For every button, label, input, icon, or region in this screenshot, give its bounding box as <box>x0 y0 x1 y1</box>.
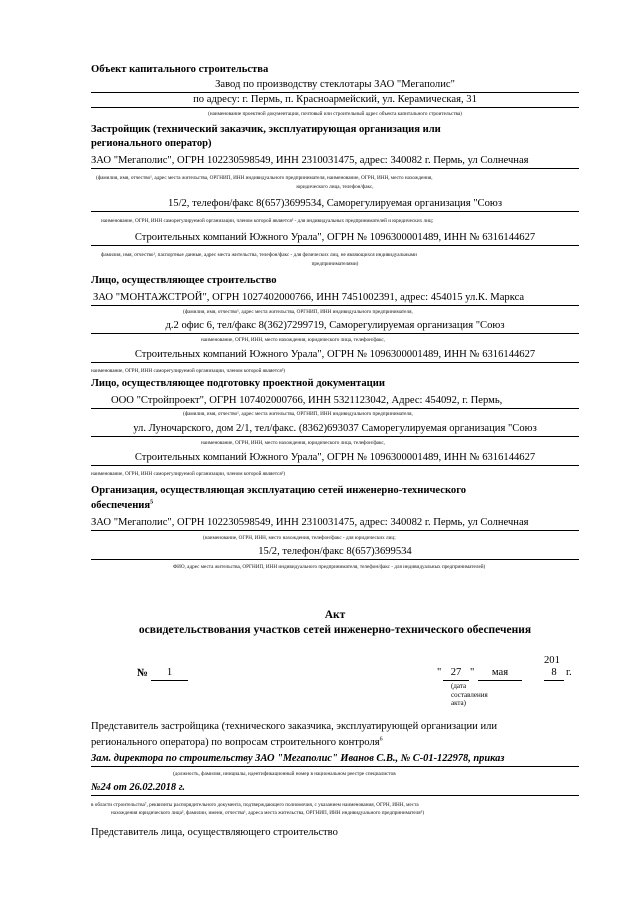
developer-line-1: ЗАО "Мегаполис", ОГРН 102230598549, ИНН 2310031475, адрес: 340082 г. Пермь, ул Солнечная <box>91 155 529 166</box>
object-address: по адресу: г. Пермь, п. Красноармейский, ул. Керамическая, 31 <box>193 94 477 105</box>
underline <box>91 305 579 306</box>
builder-line-3: Строительных компаний Южного Урала", ОГРН № 1096300001489, ИНН № 6316144627 <box>134 349 536 360</box>
underline <box>91 362 579 363</box>
act-year-prefix: 201 <box>544 655 560 666</box>
underline <box>91 168 579 169</box>
designer-note-3: наименование, ОГРН, ИНН саморегулируемой организации, членом которой является²) <box>91 471 286 477</box>
developer-note-1a: (фамилия, имя, отчество¹, адрес места жительства, ОРГНИП, ИНН индивидуального предпринимателя, наименование, ОГРН, ИНН, место нахождения, <box>96 175 433 181</box>
operator-note-1: (наименование, ОГРН, ИНН, место нахождения, телефон/факс - для юридических лиц; <box>203 535 396 541</box>
designer-line-3: Строительных компаний Южного Урала", ОГРН № 1096300001489, ИНН № 6316144627 <box>134 452 536 463</box>
developer-heading-2: регионального оператор) <box>91 138 212 149</box>
act-month: мая <box>491 667 509 678</box>
underline <box>91 559 579 560</box>
quote-open: " <box>437 667 442 678</box>
underline <box>91 795 579 796</box>
builder-heading: Лицо, осуществляющее строительство <box>91 275 277 286</box>
underline <box>91 766 579 767</box>
underline <box>443 680 469 681</box>
act-day: 27 <box>450 667 462 678</box>
developer-line-2: 15/2, телефон/факс 8(657)3699534, Саморегулируемая организация "Союз <box>167 198 503 209</box>
designer-heading: Лицо, осуществляющее подготовку проектной документации <box>91 378 385 389</box>
operator-line-1: ЗАО "Мегаполис", ОГРН 102230598549, ИНН 2310031475, адрес: 340082 г. Пермь, ул Солнечная <box>91 517 529 528</box>
rep-developer-text-2: регионального оператора) по вопросам строительного контроля$^6$ <box>91 736 383 748</box>
builder-note-1: (фамилия, имя, отчество¹, адрес места жительства, ОРГНИП, ИНН индивидуального предпринимателя, <box>183 309 413 315</box>
developer-note-2: наименование, ОГРН, ИНН саморегулируемой организации, членом которой является² - для индивидуальных предпринимателей и юридических лиц; <box>101 218 434 224</box>
operator-line-2: 15/2, телефон/факс 8(657)3699534 <box>258 546 412 557</box>
underline <box>91 92 579 93</box>
designer-note-1: (фамилия, имя, отчество¹, адрес места жительства, ОРГНИП, ИНН индивидуального предпринимателя, <box>183 411 413 417</box>
object-note: (наименование проектной документации, почтовый или строительный адрес объекта капитального строительства) <box>208 111 462 117</box>
operator-heading-2: обеспечения$^5$ <box>91 499 154 511</box>
builder-line-2: д.2 офис 6, тел/факс 8(362)7299719, Саморегулируемая организация "Союз <box>165 320 505 331</box>
underline <box>91 436 579 437</box>
designer-line-1: ООО "Стройпроект", ОГРН 107402000766, ИНН 5321123042, Адрес: 454092, г. Пермь, <box>111 395 503 406</box>
act-title: Акт <box>324 609 346 621</box>
designer-line-2: ул. Луночарского, дом 2/1, тел/факс. (8362)693037 Саморегулируемая организация "Союз <box>133 423 537 434</box>
underline <box>151 680 188 681</box>
operator-note-2: ФИО, адрес места жительства, ОРГНИП, ИНН индивидуального предпринимателя, телефон/факс - для индивидуальных предпринимателей) <box>173 564 486 570</box>
act-date-note: (дата составления акта) <box>451 682 488 707</box>
underline <box>91 408 579 409</box>
developer-note-3b: предпринимателями) <box>311 261 359 267</box>
developer-line-3: Строительных компаний Южного Урала", ОГРН № 1096300001489, ИНН № 6316144627 <box>134 232 536 243</box>
object-name: Завод по производству стеклотары ЗАО "Мегаполис" <box>215 79 455 90</box>
developer-note-1b: юридического лица, телефон/факс, <box>296 184 374 190</box>
act-subtitle: освидетельствования участков сетей инженерно-технического обеспечения <box>138 624 532 636</box>
underline <box>91 530 579 531</box>
underline <box>91 245 579 246</box>
developer-heading-1: Застройщик (технический заказчик, эксплуатирующая организация или <box>91 124 441 135</box>
rep-developer-note-2b: нахождения юридического лица², фамилии, имени, отчества¹, адреса места жительства, ОРГНИП, ИНН индивидуального предпринимателя⁵) <box>111 810 425 816</box>
operator-heading-1: Организация, осуществляющая эксплуатацию сетей инженерно-технического <box>91 485 467 496</box>
act-year-suffix: 8 <box>551 667 557 678</box>
quote-close: " <box>470 667 475 678</box>
rep-developer-note-2a: в области строительства⁷, реквизиты распорядительного документа, подтверждающего полномочия, с указанием наименования, ОГРН, ИНН, места <box>91 802 419 808</box>
rep-developer-value-2: №24 от 26.02.2018 г. <box>91 782 186 793</box>
act-year-unit: г. <box>566 667 572 678</box>
underline <box>91 333 579 334</box>
rep-developer-text-1: Представитель застройщика (технического заказчика, эксплуатирующей организации или <box>91 721 498 732</box>
act-number: 1 <box>166 667 173 678</box>
rep-developer-value-1: Зам. директора по строительству ЗАО "Мегаполис" Иванов С.В., № С-01-122978, приказ <box>91 753 505 764</box>
underline <box>91 107 579 108</box>
builder-note-2: наименование, ОГРН, ИНН, место нахождения, юридического лица, телефон/факс, <box>201 337 385 343</box>
underline <box>91 211 579 212</box>
developer-note-3a: фамилия, имя, отчество¹, паспортные данные, адрес места жительства, телефон/факс - для физических лиц, не являющихся индивидуальными <box>101 252 417 258</box>
rep-builder-text: Представитель лица, осуществляющего строительство <box>91 827 338 838</box>
underline <box>478 680 522 681</box>
designer-note-2: наименование, ОГРН, ИНН, место нахождения, юридического лица, телефон/факс, <box>201 440 385 446</box>
object-heading: Объект капитального строительства <box>91 64 269 75</box>
builder-note-3: наименование, ОГРН, ИНН саморегулируемой организации, членом которой является²) <box>91 368 286 374</box>
builder-line-1: ЗАО "МОНТАЖСТРОЙ", ОГРН 1027402000766, ИНН 7451002391, адрес: 454015 ул.К. Маркса <box>93 292 525 303</box>
underline <box>544 680 564 681</box>
underline <box>91 465 579 466</box>
rep-developer-note-1: (должность, фамилия, инициалы, идентификационный номер в национальном реестре специалистов <box>173 771 396 777</box>
act-number-label: № <box>137 667 149 679</box>
